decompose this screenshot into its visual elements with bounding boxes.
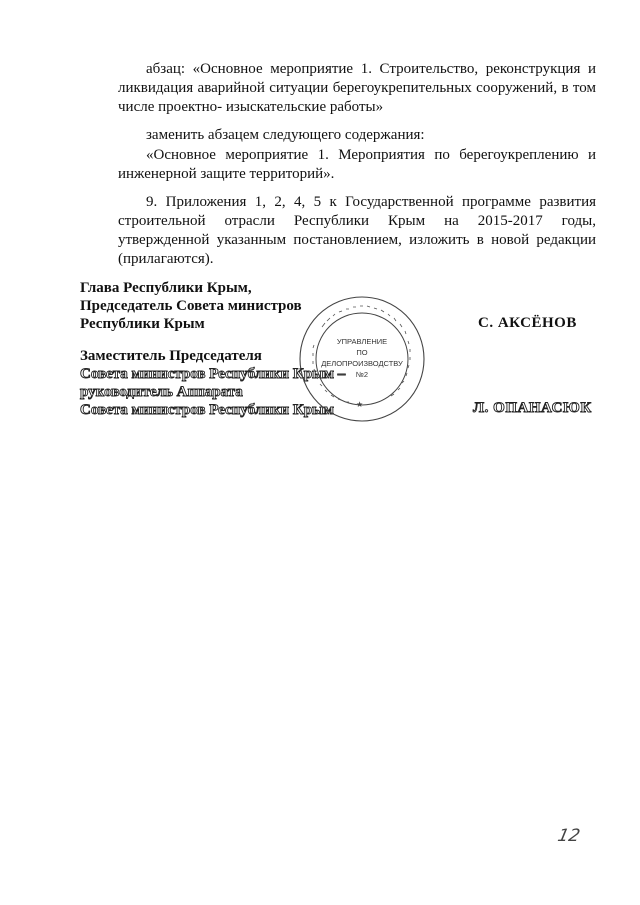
signatory-name-deputy: Л. ОПАНАСЮК — [473, 400, 592, 416]
signature-title-line: Глава Республики Крым, — [80, 280, 252, 296]
signature-title-line: Председатель Совета министров — [80, 298, 302, 314]
signature-title-line: руководитель Аппарата — [80, 384, 243, 400]
svg-text:★: ★ — [356, 400, 364, 409]
stamp-text-line: УПРАВЛЕНИЕ — [336, 337, 388, 346]
paragraph-replaced-clause: абзац: «Основное мероприятие 1. Строительство, реконструкция и ликвидация аварийной ситуации берегоукрепительных сооружений, в том числе проектно- изыскательские работы» — [118, 61, 596, 115]
paragraph-replace-instruction: заменить абзацем следующего содержания: — [146, 127, 425, 143]
stamp-text-line: ДЕЛОПРОИЗВОДСТВУ — [321, 359, 403, 368]
signature-title-line: Совета министров Республики Крым — [80, 402, 334, 418]
signature-title-line: Республики Крым — [80, 316, 205, 332]
signatory-name-head: С. АКСЁНОВ — [478, 315, 577, 331]
page-number: 12 — [555, 826, 582, 846]
signature-title-line: Совета министров Республики Крым – — [80, 366, 346, 382]
stamp-text-line: №2 — [355, 370, 369, 379]
stamp-text-line: ПО — [356, 348, 368, 357]
signature-title-line: Заместитель Председателя — [80, 348, 262, 364]
official-stamp — [296, 293, 428, 425]
paragraph-new-clause: «Основное мероприятие 1. Мероприятия по берегоукреплению и инженерной защите территорий». — [118, 147, 596, 182]
paragraph-item-9: 9. Приложения 1, 2, 4, 5 к Государственной программе развития строительной отрасли Республики Крым на 2015-2017 годы, утвержденной указанным постановлением, изложить в новой редакции (прилагаются). — [118, 194, 596, 267]
signature-block-head — [80, 279, 302, 333]
